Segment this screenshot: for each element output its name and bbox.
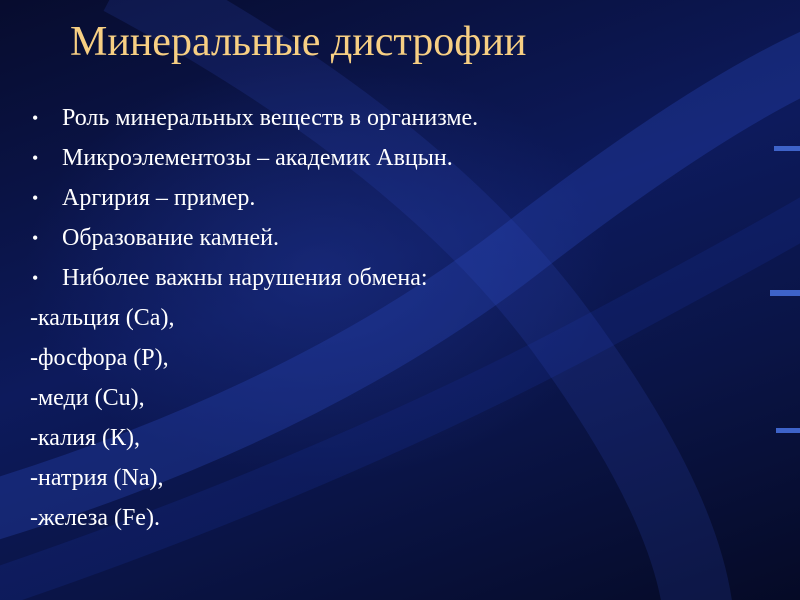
bullet-text: Образование камней. (62, 225, 280, 251)
slide-body (30, 98, 750, 538)
mineral-item-phosphorus: -фосфора (Р), (30, 345, 169, 371)
slide-title: Минеральные дистрофии (70, 19, 527, 65)
mineral-item-iron: -железа (Fe). (30, 505, 160, 531)
bullet-text: Микроэлементозы – академик Авцын. (62, 145, 453, 171)
mineral-item-sodium: -натрия (Na), (30, 465, 164, 491)
bullet-item (30, 178, 750, 218)
bullet-item (30, 98, 750, 138)
bullet-dot-icon: • (32, 108, 39, 128)
bullet-dot-icon: • (32, 188, 39, 208)
bullet-text: Ниболее важны нарушения обмена: (62, 265, 428, 291)
mineral-item-potassium: -калия (К), (30, 425, 141, 451)
bullet-dot-icon: • (32, 268, 39, 288)
bullet-text: Роль минеральных веществ в организме. (62, 105, 479, 131)
bullet-item (30, 258, 750, 298)
bullet-item (30, 218, 750, 258)
bullet-dot-icon: • (32, 148, 39, 168)
bullet-text: Аргирия – пример. (62, 185, 256, 211)
bullet-item (30, 138, 750, 178)
bullet-dot-icon: • (32, 228, 39, 248)
mineral-item-calcium: -кальция (Са), (30, 305, 175, 331)
mineral-item-copper: -меди (Cu), (30, 385, 145, 411)
